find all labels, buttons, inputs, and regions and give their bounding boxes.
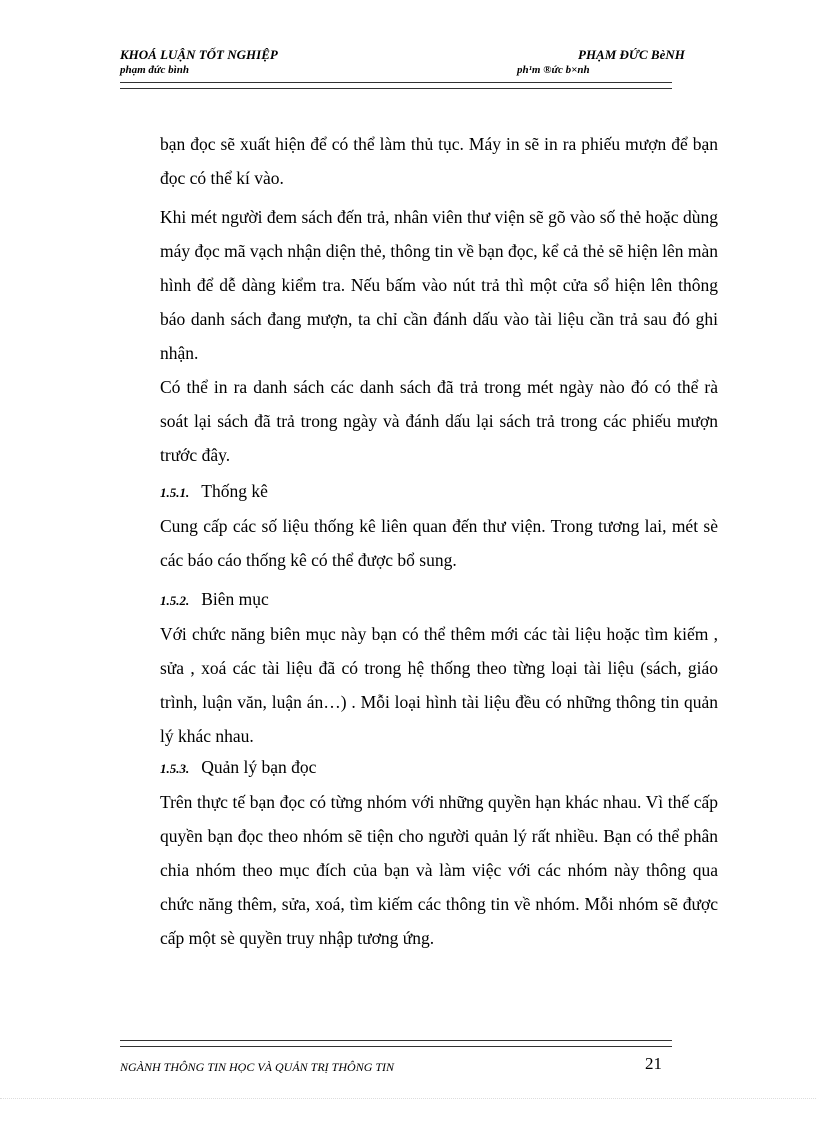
section-title: Quản lý bạn đọc <box>201 757 317 777</box>
section-number: 1.5.2. <box>160 593 190 608</box>
paragraph-3 <box>160 370 718 472</box>
footer-text: NGÀNH THÔNG TIN HỌC VÀ QUẢN TRỊ THÔNG TIN <box>120 1060 395 1074</box>
page-number: 21 <box>645 1054 662 1073</box>
section-heading-1-5-3 <box>160 757 316 778</box>
paragraph-6 <box>160 785 718 955</box>
page-bottom-border <box>0 1098 816 1100</box>
paragraph-5 <box>160 617 718 753</box>
paragraph-6-text: Trên thực tế bạn đọc có từng nhóm với những quyền hạn khác nhau. Vì thế cấp quyền bạn đọc theo nhóm sẽ tiện cho người quản lý rất nhiều. Bạn có thể phân chia nhóm theo mục đích của bạn và làm việc với các nhóm này thông qua chức năng thêm, sửa, xoá, tìm kiếm các thông tin về nhóm. Mỗi nhóm sẽ được cấp một sè quyền truy nhập tương ứng. <box>160 792 718 948</box>
section-title: Thống kê <box>201 481 268 501</box>
paragraph-2 <box>160 200 718 370</box>
header-divider <box>120 82 672 89</box>
paragraph-4 <box>160 509 718 577</box>
paragraph-4-text: Cung cấp các số liệu thống kê liên quan đến thư viện. Trong tương lai, mét sè các báo cáo thống kê có thể được bổ sung. <box>160 516 718 570</box>
section-number: 1.5.1. <box>160 485 190 500</box>
section-heading-1-5-2 <box>160 589 269 610</box>
section-title: Biên mục <box>201 589 269 609</box>
paragraph-2-text: Khi mét người đem sách đến trả, nhân viên thư viện sẽ gõ vào số thẻ hoặc dùng máy đọc mã vạch nhận diện thẻ, thông tin về bạn đọc, kể cả thẻ sẽ hiện lên màn hình để dễ dàng kiểm tra. Nếu bấm vào nút trả thì một cửa sổ hiện lên thông báo danh sách đang mượn, ta chỉ cần đánh dấu vào tài liệu cần trả sau đó ghi nhận. <box>160 207 718 363</box>
header-right-title: PHẠM ĐỨC BèNH <box>578 47 685 62</box>
paragraph-1 <box>160 127 718 195</box>
header-left-title: KHOÁ LUẬN TỐT NGHIỆP <box>120 47 278 62</box>
section-number: 1.5.3. <box>160 761 190 776</box>
paragraph-1-text: bạn đọc sẽ xuất hiện để có thể làm thủ tục. Máy in sẽ in ra phiếu mượn để bạn đọc có thể kí vào. <box>160 134 718 188</box>
paragraph-5-text: Với chức năng biên mục này bạn có thể thêm mới các tài liệu hoặc tìm kiếm , sửa , xoá các tài liệu đã có trong hệ thống theo từng loại tài liệu (sách, giáo trình, luận văn, luận án…) . Mỗi loại hình tài liệu đều có những thông tin quản lý khác nhau. <box>160 624 718 746</box>
header-left-subtitle: phạm đức bình <box>120 64 189 76</box>
header-right-subtitle: ph¹m ®ức b×nh <box>517 64 590 76</box>
footer-divider <box>120 1040 672 1047</box>
section-heading-1-5-1 <box>160 481 268 502</box>
paragraph-3-text: Có thể in ra danh sách các danh sách đã trả trong mét ngày nào đó có thể rà soát lại sách đã trả trong ngày và đánh dấu lại sách trả trong các phiếu mượn trước đây. <box>160 377 718 465</box>
